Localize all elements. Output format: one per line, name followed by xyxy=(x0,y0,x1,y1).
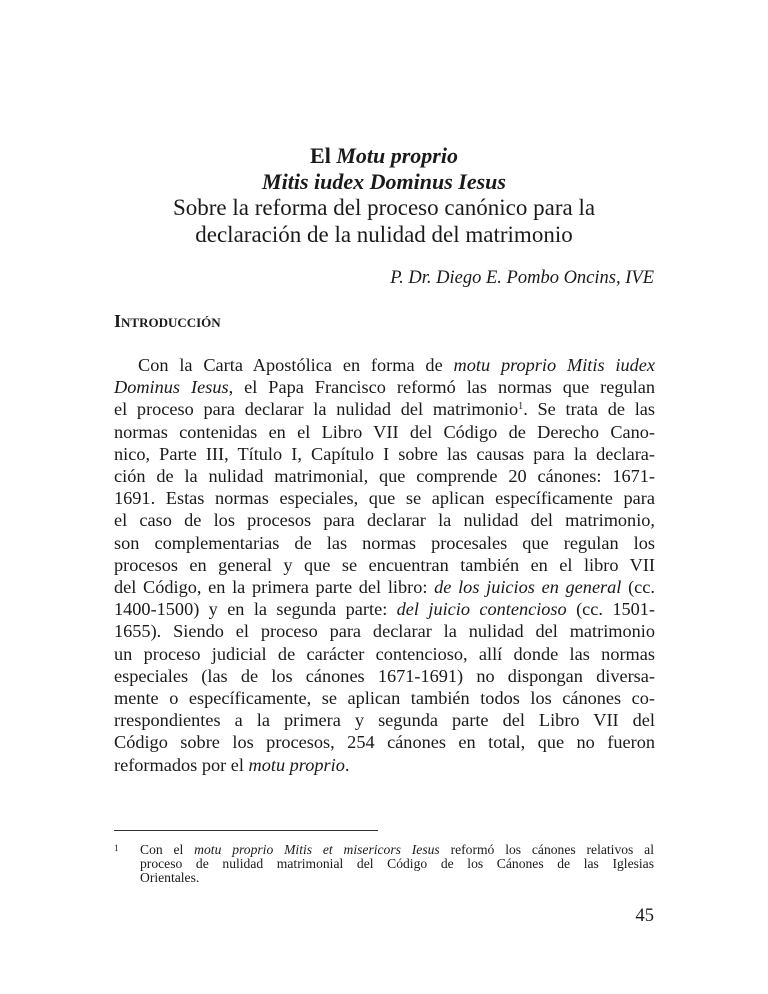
section-heading: Introducción xyxy=(114,311,221,331)
text-run: (cc. xyxy=(621,577,655,597)
text-run: Con el xyxy=(140,842,195,857)
text-run: un proceso judicial de carácter contencioso, allí donde las normas xyxy=(114,643,655,664)
text-run: el proceso para declarar la nulidad del matrimonio xyxy=(114,399,519,420)
title-line-2: Mitis iudex Dominus Iesus xyxy=(262,169,506,194)
text-line xyxy=(114,465,655,487)
title-motu-proprio: Motu proprio xyxy=(336,143,458,168)
text-run: . Se trata de las xyxy=(523,399,656,420)
text-run: ción de la nulidad matrimonial, que comprende 20 cánones: 1671- xyxy=(114,466,655,486)
italic-text: Dominus Iesus xyxy=(114,377,229,398)
text-line xyxy=(114,687,655,709)
text-line xyxy=(114,376,655,398)
italic-text: del juicio contencioso xyxy=(396,599,567,620)
italic-text: motu proprio Mitis iudex xyxy=(453,355,655,375)
italic-text: de los juicios en general xyxy=(434,577,622,597)
text-line xyxy=(114,554,655,576)
text-run: del Código, en la primera parte del libro: xyxy=(114,577,435,597)
text-line xyxy=(140,843,654,857)
text-line xyxy=(138,354,655,376)
text-line xyxy=(114,487,655,509)
footnote-number: 1 xyxy=(114,843,119,853)
italic-text: motu proprio xyxy=(248,754,345,775)
text-line xyxy=(140,871,654,885)
footnote-separator xyxy=(114,830,378,831)
text-line xyxy=(114,665,655,687)
title-el: El xyxy=(310,143,331,168)
text-run: , el Papa Francisco reformó las normas que regulan xyxy=(228,377,655,398)
text-run: procesos en general y que se encuentran también en el libro VII xyxy=(114,554,655,575)
text-line xyxy=(114,598,655,620)
text-run: (cc. 1501- xyxy=(566,599,655,620)
text-run: 1655). Siendo el proceso para declarar la nulidad del matrimonio xyxy=(114,621,655,642)
text-run: Orientales. xyxy=(140,870,200,885)
text-run: mente o específicamente, se aplican también todos los cánones co- xyxy=(114,688,655,708)
text-line xyxy=(114,643,655,665)
title-line-1 xyxy=(0,143,768,169)
text-line xyxy=(114,443,655,465)
text-line xyxy=(114,421,655,443)
footnote-reference[interactable]: 1 xyxy=(518,401,524,413)
author-byline: P. Dr. Diego E. Pombo Oncins, IVE xyxy=(390,268,654,288)
italic-text: motu proprio Mitis et misericors Iesus xyxy=(194,842,440,857)
subtitle-line-1: Sobre la reforma del proceso canónico para la xyxy=(172,195,596,220)
text-line xyxy=(114,509,655,531)
text-run: nico, Parte III, Título I, Capítulo I sobre las causas para la declara- xyxy=(114,443,655,464)
text-run: . xyxy=(344,754,350,775)
text-run: proceso de nulidad matrimonial del Código de los Cánones de las Iglesias xyxy=(140,856,654,871)
text-run: el caso de los procesos para declarar la nulidad del matrimonio, xyxy=(114,510,655,531)
text-run: 1400-1500) y en la segunda parte: xyxy=(114,599,397,620)
text-run: Con la Carta Apostólica en forma de xyxy=(138,355,454,375)
text-run: especiales (las de los cánones 1671-1691) no dispongan diversa- xyxy=(114,665,655,686)
text-run: reformados por el xyxy=(114,754,249,775)
page-number: 45 xyxy=(635,906,654,926)
text-line xyxy=(114,576,655,598)
text-run: normas contenidas en el Libro VII del Código de Derecho Cano- xyxy=(114,421,655,442)
text-run: rrespondientes a la primera y segunda parte del Libro VII del xyxy=(114,710,655,731)
text-run: reformó los cánones relativos al xyxy=(439,842,654,857)
text-line xyxy=(114,731,655,753)
text-run: 1691. Estas normas especiales, que se aplican específicamente para xyxy=(114,488,655,509)
text-line xyxy=(140,857,654,871)
text-line xyxy=(114,754,655,776)
text-line xyxy=(114,620,655,642)
subtitle-line-2: declaración de la nulidad del matrimonio xyxy=(195,222,573,247)
text-line xyxy=(114,709,655,731)
text-run: Código sobre los procesos, 254 cánones en total, que no fueron xyxy=(114,732,655,753)
text-line xyxy=(114,398,655,420)
text-run: son complementarias de las normas procesales que regulan los xyxy=(114,532,655,553)
text-line xyxy=(114,532,655,554)
